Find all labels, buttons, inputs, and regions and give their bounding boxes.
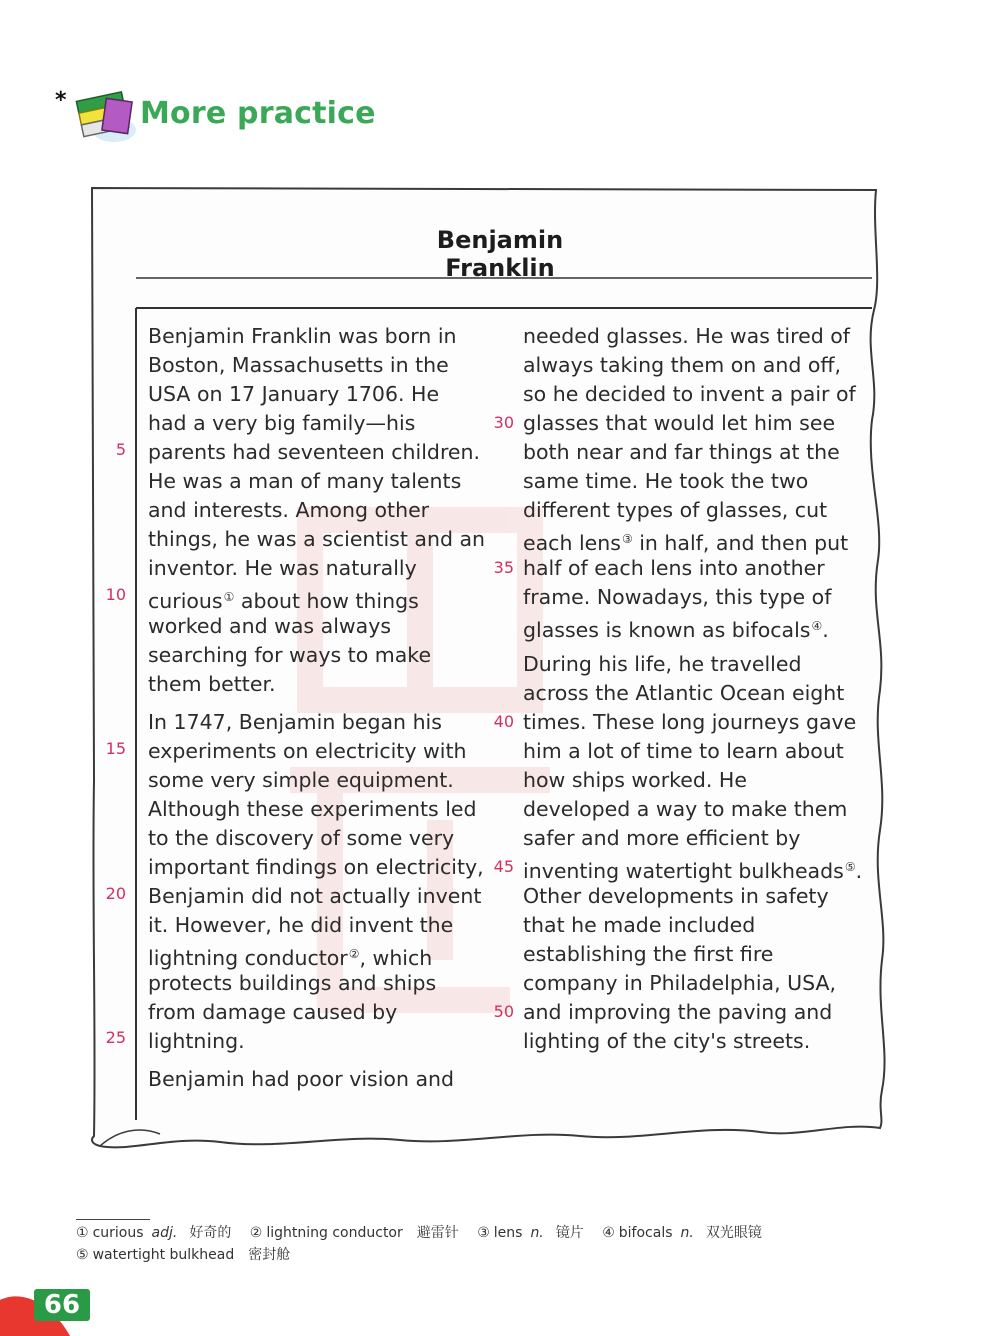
footnote-marker: ⑤ xyxy=(844,860,856,874)
footnote-bifocals: ④ bifocals n. 双光眼镜 xyxy=(602,1225,762,1241)
text-line: Boston, Massachusetts in the xyxy=(148,353,449,377)
text-line: Benjamin did not actually invent xyxy=(148,884,482,908)
text-line: establishing the first fire xyxy=(523,942,774,966)
line-number: 50 xyxy=(493,1002,514,1021)
text-line: protects buildings and ships xyxy=(148,971,437,995)
text-line: how ships worked. He xyxy=(523,768,747,792)
text-line: safer and more efficient by xyxy=(523,826,801,850)
text-line: across the Atlantic Ocean eight xyxy=(523,681,845,705)
text-line: important findings on electricity, xyxy=(148,855,484,879)
text-line: and interests. Among other xyxy=(148,498,430,522)
text-line: to the discovery of some very xyxy=(148,826,455,850)
footnote-marker: ② xyxy=(348,947,360,961)
footnote-marker: ③ xyxy=(621,532,633,546)
text-line: lighting of the city's streets. xyxy=(523,1029,811,1053)
text-line: searching for ways to make xyxy=(148,643,432,667)
footnotes xyxy=(76,1222,776,1266)
line-number: 40 xyxy=(493,712,514,731)
line-number: 35 xyxy=(493,558,514,577)
footnote-marker: ④ xyxy=(811,619,823,633)
text-line: lightning conductor②, which xyxy=(148,946,433,970)
text-line: frame. Nowadays, this type of xyxy=(523,585,832,609)
text-line: both near and far things at the xyxy=(523,440,840,464)
text-line: He was a man of many talents xyxy=(148,469,462,493)
text-line: so he decided to invent a pair of xyxy=(523,382,856,406)
text-column-left xyxy=(148,322,486,1103)
text-line: from damage caused by xyxy=(148,1000,398,1024)
line-number: 5 xyxy=(115,440,126,459)
text-line: always taking them on and off, xyxy=(523,353,842,377)
line-number: 25 xyxy=(105,1028,126,1047)
text-line: In 1747, Benjamin began his xyxy=(148,710,442,734)
line-number: 15 xyxy=(105,739,126,758)
text-line: inventor. He was naturally xyxy=(148,556,417,580)
text-line: curious① about how things xyxy=(148,589,419,613)
text-line: him a lot of time to learn about xyxy=(523,739,844,763)
text-line: each lens③ in half, and then put xyxy=(523,531,849,555)
paragraph xyxy=(523,650,863,1056)
text-line: lightning. xyxy=(148,1029,245,1053)
footnote-rule xyxy=(76,1219,150,1220)
text-line: times. These long journeys gave xyxy=(523,710,857,734)
footnote-curious: ① curious adj. 好奇的 xyxy=(76,1225,232,1241)
text-line: worked and was always xyxy=(148,614,392,638)
text-line: it. However, he did invent the xyxy=(148,913,454,937)
text-line: experiments on electricity with xyxy=(148,739,467,763)
text-line: things, he was a scientist and an xyxy=(148,527,486,551)
paragraph xyxy=(148,708,484,1056)
line-number: 45 xyxy=(493,857,514,876)
text-line: Benjamin Franklin was born in xyxy=(148,324,457,348)
text-line: developed a way to make them xyxy=(523,797,848,821)
section-title: More practice xyxy=(140,96,376,131)
text-line: and improving the paving and xyxy=(523,1000,833,1024)
text-line: Other developments in safety xyxy=(523,884,829,908)
article-title: Benjamin Franklin xyxy=(436,226,564,282)
text-column-right xyxy=(523,322,863,1065)
footnote-lightning-conductor: ② lightning conductor 避雷针 xyxy=(249,1225,459,1241)
text-line: parents had seventeen children. xyxy=(148,440,481,464)
paragraph xyxy=(148,322,486,699)
paragraph xyxy=(523,322,863,641)
line-number: 30 xyxy=(493,413,514,432)
page-number: 66 xyxy=(34,1289,90,1321)
text-line: different types of glasses, cut xyxy=(523,498,828,522)
text-line: Benjamin had poor vision and xyxy=(148,1067,455,1091)
text-line: that he made included xyxy=(523,913,756,937)
text-line: glasses that would let him see xyxy=(523,411,836,435)
paragraph xyxy=(148,1065,478,1094)
asterisk-marker: * xyxy=(55,88,67,113)
text-line: company in Philadelphia, USA, xyxy=(523,971,837,995)
text-line: Although these experiments led xyxy=(148,797,477,821)
text-line: glasses is known as bifocals④. xyxy=(523,618,829,642)
text-line: inventing watertight bulkheads⑤. xyxy=(523,859,863,883)
text-line: some very simple equipment. xyxy=(148,768,454,792)
text-line: needed glasses. He was tired of xyxy=(523,324,851,348)
footnote-lens: ③ lens n. 镜片 xyxy=(477,1225,584,1241)
text-line: same time. He took the two xyxy=(523,469,809,493)
text-line: USA on 17 January 1706. He xyxy=(148,382,440,406)
footnote-marker: ① xyxy=(223,590,235,604)
text-line: had a very big family—his xyxy=(148,411,416,435)
line-number: 10 xyxy=(105,585,126,604)
footnote-watertight-bulkhead: ⑤ watertight bulkhead 密封舱 xyxy=(76,1247,291,1263)
text-line: During his life, he travelled xyxy=(523,652,802,676)
line-number: 20 xyxy=(105,884,126,903)
text-line: half of each lens into another xyxy=(523,556,825,580)
text-line: them better. xyxy=(148,672,276,696)
